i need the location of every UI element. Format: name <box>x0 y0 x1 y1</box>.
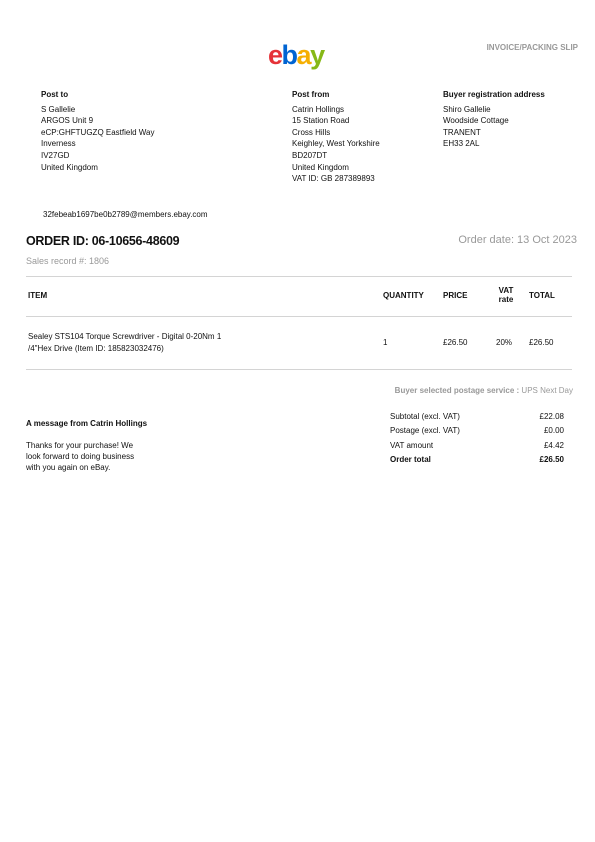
address-line: Woodside Cottage <box>443 116 509 126</box>
postage-service-label: Buyer selected postage service : <box>394 386 520 395</box>
vat-header-line: VAT <box>498 286 514 295</box>
totals-label: Subtotal (excl. VAT) <box>390 411 460 421</box>
table-cell-quantity: 1 <box>383 338 388 347</box>
address-line: TRANENT <box>443 127 481 137</box>
address-line: S Gallelie <box>41 104 76 114</box>
document-type: INVOICE/PACKING SLIP <box>486 43 578 52</box>
address-line: IV27GD <box>41 150 70 160</box>
logo-letter: b <box>281 40 297 70</box>
seller-message-body <box>26 440 176 473</box>
totals-value: £26.50 <box>539 455 564 465</box>
divider <box>26 316 572 317</box>
divider <box>26 369 572 370</box>
postage-row <box>390 424 564 439</box>
column-header-quantity: QUANTITY <box>383 291 424 300</box>
buyer-registration-heading: Buyer registration address <box>443 90 545 99</box>
vat-id: VAT ID: GB 287389893 <box>292 174 375 184</box>
buyer-registration-address <box>443 89 545 150</box>
totals-label: VAT amount <box>390 440 434 450</box>
vat-amount-row <box>390 438 564 453</box>
item-desc-line: /4"Hex Drive (Item ID: 185823032476) <box>28 343 164 353</box>
post-from-heading: Post from <box>292 90 330 99</box>
sales-record: Sales record #: 1806 <box>26 256 110 266</box>
logo-letter: y <box>310 40 324 70</box>
order-totals <box>390 409 564 467</box>
item-desc-line: Sealey STS104 Torque Screwdriver - Digital 0-20Nm 1 <box>28 332 222 341</box>
address-line: United Kingdom <box>41 162 98 172</box>
order-date: Order date: 13 Oct 2023 <box>458 234 577 246</box>
postage-service-value: UPS Next Day <box>521 386 573 395</box>
table-row-item-description <box>28 331 278 354</box>
message-line: with you again on eBay. <box>26 463 111 472</box>
column-header-vat-rate <box>491 286 521 304</box>
seller-message-title: A message from Catrin Hollings <box>26 419 148 428</box>
subtotal-row <box>390 409 564 424</box>
address-line: ARGOS Unit 9 <box>41 116 94 126</box>
post-to-heading: Post to <box>41 90 69 99</box>
column-header-total: TOTAL <box>529 291 555 300</box>
address-line: Cross Hills <box>292 127 331 137</box>
order-total-row <box>390 453 564 468</box>
table-cell-vat: 20% <box>496 338 513 347</box>
message-line: look forward to doing business <box>26 452 135 461</box>
order-id: ORDER ID: 06-10656-48609 <box>26 234 180 248</box>
address-line: eCP:GHFTUGZQ Eastfield Way <box>41 127 155 137</box>
logo-letter: a <box>296 40 311 70</box>
logo-letter: e <box>268 40 282 70</box>
address-line: Catrin Hollings <box>292 104 345 114</box>
buyer-email: 32febeab1697be0b2789@members.ebay.com <box>43 210 208 219</box>
totals-label: Postage (excl. VAT) <box>390 426 460 436</box>
vat-header-line: rate <box>498 295 514 304</box>
address-line: EH33 2AL <box>443 139 480 149</box>
post-from-address <box>292 89 380 185</box>
table-cell-total: £26.50 <box>529 338 554 347</box>
column-header-item: ITEM <box>28 291 48 300</box>
address-line: Inverness <box>41 139 76 149</box>
address-line: Keighley, West Yorkshire <box>292 139 380 149</box>
address-line: Shiro Gallelie <box>443 104 491 114</box>
address-line: BD207DT <box>292 150 328 160</box>
post-to-address <box>41 89 155 173</box>
totals-value: £22.08 <box>539 411 564 421</box>
ebay-logo <box>268 40 324 70</box>
totals-value: £0.00 <box>543 426 564 436</box>
column-header-price: PRICE <box>443 291 468 300</box>
table-cell-price: £26.50 <box>443 338 468 347</box>
address-line: United Kingdom <box>292 162 349 172</box>
postage-service <box>395 386 573 395</box>
address-line: 15 Station Road <box>292 116 350 126</box>
message-line: Thanks for your purchase! We <box>26 441 134 450</box>
totals-label: Order total <box>390 455 431 465</box>
totals-value: £4.42 <box>543 440 564 450</box>
divider <box>26 276 572 277</box>
